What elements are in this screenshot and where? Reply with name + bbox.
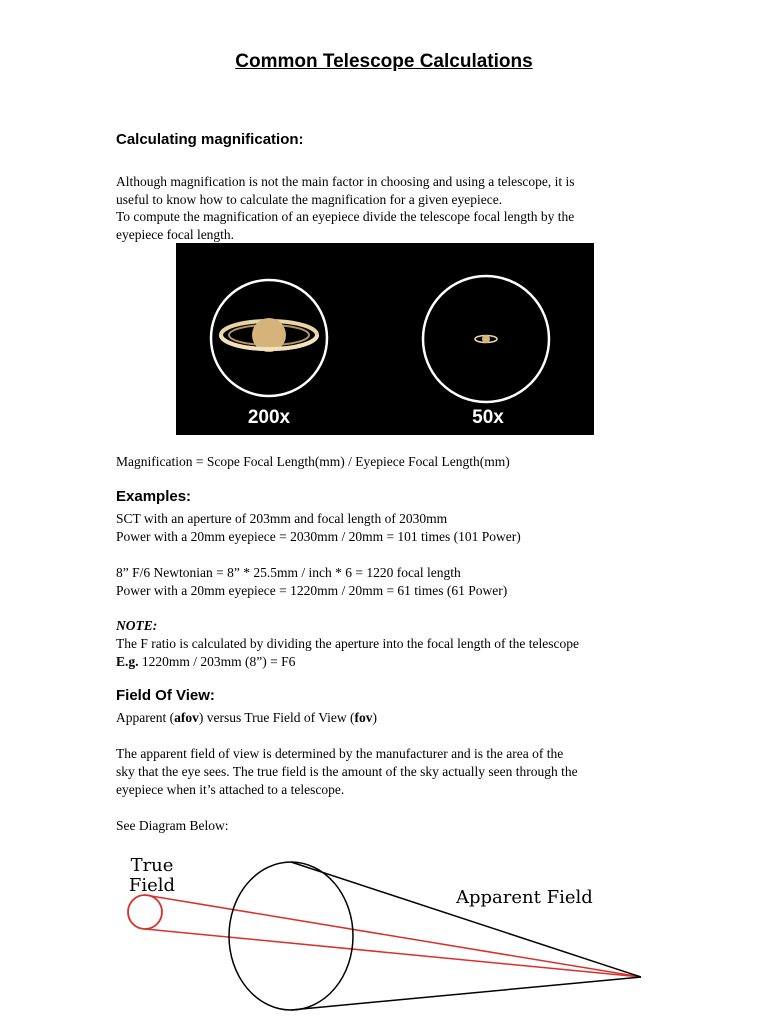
- example-2-line-1: 8” F/6 Newtonian = 8” * 25.5mm / inch * 6 = 1220 focal length: [116, 565, 461, 580]
- intro-line-2: useful to know how to calculate the magnification for a given eyepiece.: [116, 192, 503, 207]
- true-field-label-line-1: True: [130, 855, 174, 876]
- fov-abbr: fov: [354, 710, 373, 725]
- label-200x: 200x: [247, 407, 291, 428]
- saturn-large-icon: [221, 318, 317, 352]
- afov-abbr: afov: [174, 710, 199, 725]
- fov-para-line-1: The apparent field of view is determined by the manufacturer and is the area of the: [116, 746, 564, 761]
- label-50x: 50x: [472, 407, 504, 428]
- note-line-1: The F ratio is calculated by dividing the aperture into the focal length of the telescope: [116, 636, 579, 651]
- example-2-line-2: Power with a 20mm eyepiece = 1220mm / 20mm = 61 times (61 Power): [116, 583, 508, 598]
- magnification-formula: Magnification = Scope Focal Length(mm) / Eyepiece Focal Length(mm): [116, 454, 510, 469]
- magnification-comparison-image: [176, 243, 594, 435]
- note-line-2-text: 1220mm / 203mm (8”) = F6: [138, 654, 296, 669]
- magnification-heading: Calculating magnification:: [116, 131, 304, 148]
- example-1-line-1: SCT with an aperture of 203mm and focal length of 2030mm: [116, 511, 448, 526]
- apparent-field-label: Apparent Field: [456, 887, 593, 908]
- field-of-view-diagram: [116, 845, 656, 1020]
- intro-line-4: eyepiece focal length.: [116, 227, 235, 242]
- cone-lower-edge: [291, 977, 641, 1010]
- true-field-label-line-2: Field: [128, 875, 176, 896]
- apparent-field-circle: [229, 862, 353, 1010]
- fov-para-line-3: eyepiece when it’s attached to a telescope.: [116, 782, 345, 797]
- intro-line-1: Although magnification is not the main factor in choosing and using a telescope, it is: [116, 174, 575, 189]
- page-title: Common Telescope Calculations: [235, 51, 533, 72]
- eg-label: E.g.: [116, 654, 139, 669]
- example-1-line-2: Power with a 20mm eyepiece = 2030mm / 20mm = 101 times (101 Power): [116, 529, 521, 544]
- fov-para-line-2: sky that the eye sees. The true field is the amount of the sky actually seen through the: [116, 764, 578, 779]
- intro-line-3: To compute the magnification of an eyepiece divide the telescope focal length by the: [116, 209, 575, 224]
- examples-heading: Examples:: [116, 488, 192, 505]
- see-diagram-line: See Diagram Below:: [116, 818, 229, 833]
- apparent-mid: ) versus True Field of View (: [198, 710, 355, 725]
- apparent-prefix: Apparent (: [116, 710, 175, 725]
- apparent-vs-true-line: [116, 709, 377, 727]
- apparent-suffix: ): [372, 710, 378, 725]
- field-of-view-heading: Field Of View:: [116, 687, 215, 704]
- note-label: NOTE:: [116, 618, 158, 633]
- saturn-small-icon: [475, 335, 497, 343]
- note-line-2: [116, 653, 295, 671]
- true-field-circle: [128, 895, 162, 929]
